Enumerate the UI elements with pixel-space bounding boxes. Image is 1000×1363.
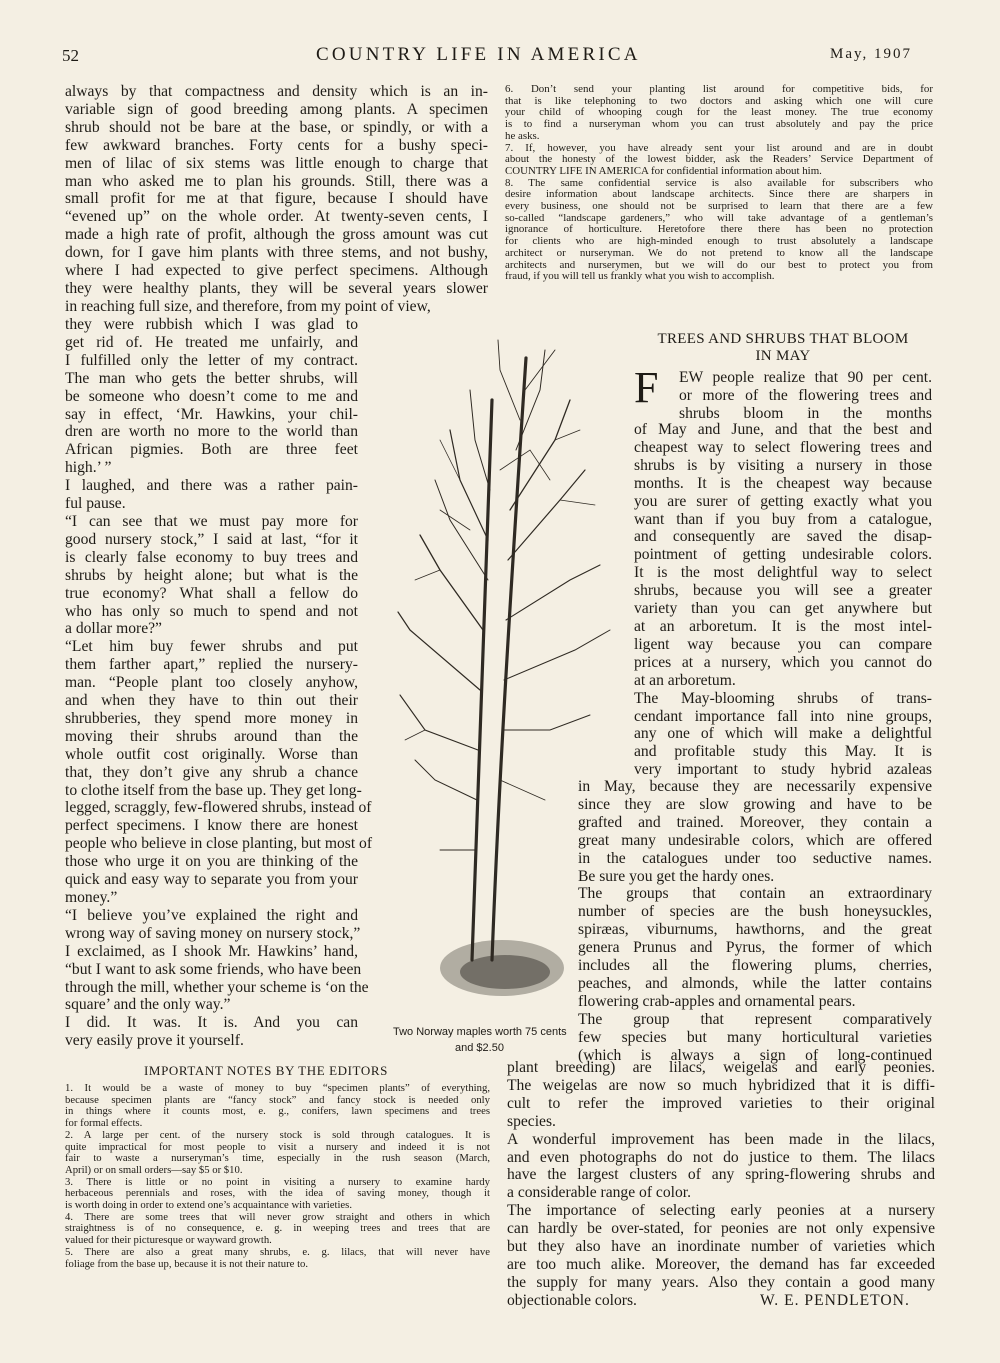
note-line: ignorance of horticulture. Heretofore there there has been no protection	[505, 223, 933, 236]
text-line: The man who gets the better shrubs, will	[65, 369, 358, 387]
text-line: at an arboretum. It is the most intel-	[634, 617, 932, 635]
text-line: months. It is the cheapest way because	[634, 474, 932, 492]
note-line: fair to waste a nurseryman’s time, especially in the rush season (March,	[65, 1152, 490, 1165]
text-line: number of species are the bush honeysuckles,	[578, 903, 932, 921]
text-line: The group that represent comparatively	[578, 1010, 932, 1028]
text-line: be someone who doesn’t come to me and	[65, 387, 358, 405]
text-line: very important to study hybrid azaleas	[634, 761, 932, 779]
note-line: straightness is of no consequence, e. g. in weeping trees and trees that are	[65, 1222, 490, 1235]
tree-illustration	[380, 330, 630, 1020]
text-line: perfect specimens. I know there are honest	[65, 817, 358, 835]
left-column-top	[65, 83, 488, 316]
article-full-column	[507, 1059, 935, 1310]
left-column-narrow	[65, 316, 373, 1050]
text-line: cendant importance fall into nine groups,	[634, 707, 932, 725]
text-line: grafted and trained. Moreover, they contain a	[578, 813, 932, 831]
text-line: (which is always a sign of long-continued	[578, 1046, 932, 1064]
text-line: few awkward branches. Forty cents for a bushy speci-	[65, 136, 488, 154]
text-line: very easily prove it yourself.	[65, 1032, 244, 1050]
text-line: have the largest clusters of any spring-flowering shrubs and	[507, 1166, 935, 1184]
text-line: in reaching full size, and therefore, from my point of view,	[65, 297, 431, 315]
text-line: “evened up” on the whole order. At twenty-seven cents, I	[65, 208, 488, 226]
note-line: your child of whooping cough for the least money. The true economy	[505, 106, 933, 119]
text-line: shrubs, because you will see a greater	[634, 582, 932, 600]
norway-maples-photo	[380, 330, 630, 1020]
text-line: “I believe you’ve explained the right and	[65, 906, 358, 924]
note-line: 4. There are some trees that will never grow straight and others in which	[65, 1210, 490, 1223]
text-line: true economy? What shall a fellow do	[65, 584, 358, 602]
note-line: 1. It would be a waste of money to buy “specimen plants” of everything,	[65, 1082, 490, 1094]
note-line: April) or on small orders—say $5 or $10.	[65, 1163, 243, 1176]
text-line: a considerable range of color.	[507, 1184, 692, 1202]
text-line: I did. It was. It is. And you can	[65, 1014, 358, 1032]
text-line: made a high rate of profit, although the gross amount was cut	[65, 226, 488, 244]
text-line: always by that compactness and density which is an in-	[65, 83, 488, 100]
note-line: architect or nurseryman. We do not pretend to know all the landscape	[505, 246, 933, 259]
text-line: EW people realize that 90 per cent.	[679, 369, 932, 386]
text-line: flowering crab-apples and ornamental pears.	[578, 992, 856, 1010]
text-line: who has only so much to spend and not	[65, 602, 358, 620]
note-line: COUNTRY LIFE IN AMERICA for confidential information about him.	[505, 164, 822, 177]
text-line: great many undesirable colors, which are offered	[578, 831, 932, 849]
article-heading-line1: TREES AND SHRUBS THAT BLOOM	[657, 331, 909, 347]
text-line: good nursery stock,” I said at last, “for it	[65, 530, 358, 548]
text-line: spiræas, viburnums, hawthorns, and the great	[578, 921, 932, 939]
text-line: A wonderful improvement has been made in the lilacs,	[507, 1130, 935, 1148]
author-signature: W. E. PENDLETON.	[760, 1292, 910, 1309]
text-line: cult to refer the improved varieties to their original	[507, 1094, 935, 1112]
issue-date: May, 1907	[830, 46, 913, 62]
note-line: quite impractical for most people to visit a nursery and indeed it is not	[65, 1140, 490, 1153]
note-line: architects and nurserymen, but we will do our best to protect you from	[505, 258, 933, 271]
text-line: shrub should not be bare at the base, or spindly, or with a	[65, 118, 488, 136]
notes-heading: IMPORTANT NOTES BY THE EDITORS	[144, 1063, 388, 1078]
text-line: or more of the flowering trees and	[679, 386, 932, 404]
text-line: a dollar more?”	[65, 620, 162, 638]
note-line: valued for their picturesque or wayward growth.	[65, 1234, 272, 1247]
text-line: down, for I gave him plants with three stems, and not bushy,	[65, 244, 488, 262]
note-line: herbaceous perennials and roses, with the idea of saving money, though it	[65, 1187, 490, 1200]
text-line: men of lilac of six stems was little enough to charge that	[65, 154, 488, 172]
text-line: want than if you buy from a catalogue,	[634, 510, 932, 528]
text-line: since they are slow growing and have to be	[578, 795, 932, 813]
text-line: they were healthy plants, they will be several years slower	[65, 279, 488, 297]
text-line: through the mill, whether your scheme is ‘on the	[65, 978, 369, 996]
text-line: to clothe itself from the base up. They get long-	[65, 781, 362, 799]
text-line: and consequently are saved the disap-	[634, 528, 932, 546]
article-narrow-column	[634, 421, 932, 779]
text-line: The May-blooming shrubs of trans-	[634, 689, 932, 707]
text-line: variety than you can get anywhere but	[634, 600, 932, 618]
text-line: money.”	[65, 889, 118, 906]
text-line: legged, scraggly, few-flowered shrubs, instead of	[65, 799, 372, 817]
text-line: they were rubbish which I was glad to	[65, 316, 358, 333]
text-line: It is the most delightful way to select	[634, 564, 932, 582]
note-line: because specimen plants are “fancy stock” and fancy stock is needed only	[65, 1093, 490, 1106]
note-line: foliage from the base up, because it is not their nature to.	[65, 1257, 309, 1270]
note-line: so-called “landscape gardeners,” who will take advantage of a gentleman’s	[505, 211, 933, 224]
text-line: you are surer of getting exactly what you	[634, 492, 932, 510]
figure-caption-line2: and $2.50	[455, 1042, 504, 1054]
text-line: Be sure you get the hardy ones.	[578, 867, 775, 885]
note-line: 5. There are also a great many shrubs, e. g. lilacs, that will never have	[65, 1245, 490, 1258]
text-line: whole outfit cost originally. Worse than	[65, 745, 358, 763]
text-line: square’ and the only way.”	[65, 996, 231, 1014]
note-line: about the honesty of the lowest bidder, ask the Readers’ Service Department of	[505, 153, 933, 166]
text-line: “I can see that we must pay more for	[65, 512, 358, 530]
text-line: can hardly be over-stated, for peonies are not only expensive	[507, 1220, 935, 1238]
text-line: few species but many horticultural varieties	[578, 1028, 932, 1046]
text-line: plant breeding) are lilacs, weigelas and early peonies.	[507, 1059, 935, 1076]
text-line: and when they have to thin out their	[65, 692, 358, 710]
text-line: I exclaimed, as I shook Mr. Hawkins’ hand,	[65, 942, 358, 960]
text-line: but they also have an inordinate number of varieties which	[507, 1238, 935, 1256]
note-line: 2. A large per cent. of the nursery stock is sold through catalogues. It is	[65, 1128, 490, 1141]
article-wide-column	[578, 778, 932, 1065]
text-line: dren are worth no more to the world than	[65, 423, 358, 441]
drop-cap: F	[634, 363, 659, 412]
text-line: peaches, and almonds, while the latter contains	[578, 974, 932, 992]
text-line: at an arboretum.	[634, 671, 736, 689]
text-line: The groups that contain an extraordinary	[578, 885, 932, 903]
note-line: he asks.	[505, 129, 540, 142]
text-line: the supply for many years. Also they contain a good many	[507, 1273, 935, 1291]
text-line: shrubberies, they spend more money in	[65, 709, 358, 727]
text-line: cheapest way to select flowering trees and	[634, 438, 932, 456]
text-line: shrubs by height alone; but what is the	[65, 566, 358, 584]
note-line: fraud, if you will tell us frankly what you wish to accomplish.	[505, 270, 775, 283]
text-line: African pigmies. Both are three feet	[65, 441, 358, 459]
text-line: small profit for me at that figure, because I should have	[65, 190, 488, 208]
magazine-title: COUNTRY LIFE IN AMERICA	[316, 44, 641, 65]
text-line: man who asked me to plan his grounds. Still, there was a	[65, 172, 488, 190]
text-line: high.’ ”	[65, 459, 112, 477]
text-line: ful pause.	[65, 495, 126, 513]
text-line: say in effect, ‘Mr. Hawkins, your chil-	[65, 405, 358, 423]
text-line: and even photographs do not do justice to them. The lilacs	[507, 1148, 935, 1166]
note-line: 6. Don’t send your planting list around for competitive bids, for	[505, 83, 933, 95]
text-line: is clearly false economy to buy trees and	[65, 548, 358, 566]
text-line: people who believe in close planting, but most of	[65, 835, 373, 853]
text-line: The weigelas are now so much hybridized that it is diffi-	[507, 1076, 935, 1094]
text-line: quick and easy way to separate you from your	[65, 871, 358, 889]
text-line: moving their shrubs around than the	[65, 727, 358, 745]
note-line: 3. There is little or no point in visiting a nursery to examine hardy	[65, 1175, 490, 1188]
figure-caption-line1: Two Norway maples worth 75 cents	[393, 1026, 567, 1038]
text-line: variable sign of good breeding among plants. A specimen	[65, 100, 488, 118]
text-line: “Let him buy fewer shrubs and put	[65, 638, 358, 656]
text-line: shrubs is by visiting a nursery in those	[634, 456, 932, 474]
text-line: genera Prunus and Pyrus, the former of which	[578, 939, 932, 957]
text-line: objectionable colors.	[507, 1291, 637, 1309]
text-line: I laughed, and there was a rather pain-	[65, 477, 358, 495]
editors-notes-continued	[505, 84, 933, 283]
text-line: that, they don’t give any shrub a chance	[65, 763, 358, 781]
article-heading	[630, 331, 936, 365]
note-line: every business, one should not be surprised to learn that there are a few	[505, 200, 933, 213]
text-line: of May and June, and that the best and	[634, 421, 932, 438]
page-number: 52	[62, 46, 79, 65]
text-line: get rid of. He treated me unfairly, and	[65, 333, 358, 351]
text-line: those who urge it on you are thinking of the	[65, 853, 358, 871]
text-line: pointment of getting undesirable colors.	[634, 546, 932, 564]
text-line: prices at a nursery, which you cannot do	[634, 653, 932, 671]
tree-branches	[398, 340, 610, 960]
note-line: that is like telephoning to two doctors and asking which one will cure	[505, 94, 933, 107]
text-line: are too much alike. Moreover, the demand has far exceeded	[507, 1255, 935, 1273]
text-line: shrubs bloom in the months	[679, 404, 932, 422]
text-line: “but I want to ask some friends, who have been	[65, 960, 362, 978]
note-line: is worth doing in order to extend one’s acquaintance with varieties.	[65, 1199, 352, 1212]
text-line: includes all the flowering plums, cherries,	[578, 957, 932, 975]
text-line: wrong way of saving money on nursery stock,”	[65, 924, 361, 942]
note-line: is to find a nurseryman whom you can trust absolutely and pay the price	[505, 118, 933, 131]
note-line: for formal effects.	[65, 1117, 143, 1130]
article-dropcap-lines	[679, 369, 932, 423]
note-line: 7. If, however, you have already sent your list around and are in doubt	[505, 141, 933, 154]
text-line: man. “People plant too closely anyhow,	[65, 674, 358, 692]
note-line: desire information about landscape architects. Since there are sharpers in	[505, 188, 933, 201]
note-line: for clients who are high-minded enough to trust absolutely a landscape	[505, 235, 933, 248]
text-line: The importance of selecting early peonies at a nursery	[507, 1202, 935, 1220]
text-line: I fulfilled only the letter of my contract.	[65, 351, 358, 369]
text-line: any one of which will make a delightful	[634, 725, 932, 743]
editors-notes	[65, 1083, 490, 1270]
text-line: where I had expected to give perfect specimens. Although	[65, 262, 488, 280]
text-line: species.	[507, 1112, 556, 1130]
article-heading-line2: IN MAY	[755, 348, 811, 364]
note-line: 8. The same confidential service is also available for subscribers who	[505, 176, 933, 189]
note-line: in things where it counts most, e. g., conifers, lawn specimens and trees	[65, 1105, 490, 1118]
text-line: in May, because they are necessarily expensive	[578, 778, 932, 795]
text-line: and profitable study this May. It is	[634, 743, 932, 761]
text-line: in the catalogues under too seductive names.	[578, 849, 932, 867]
text-line: ligent way because you can compare	[634, 635, 932, 653]
text-line: them farther apart,” replied the nursery-	[65, 656, 358, 674]
